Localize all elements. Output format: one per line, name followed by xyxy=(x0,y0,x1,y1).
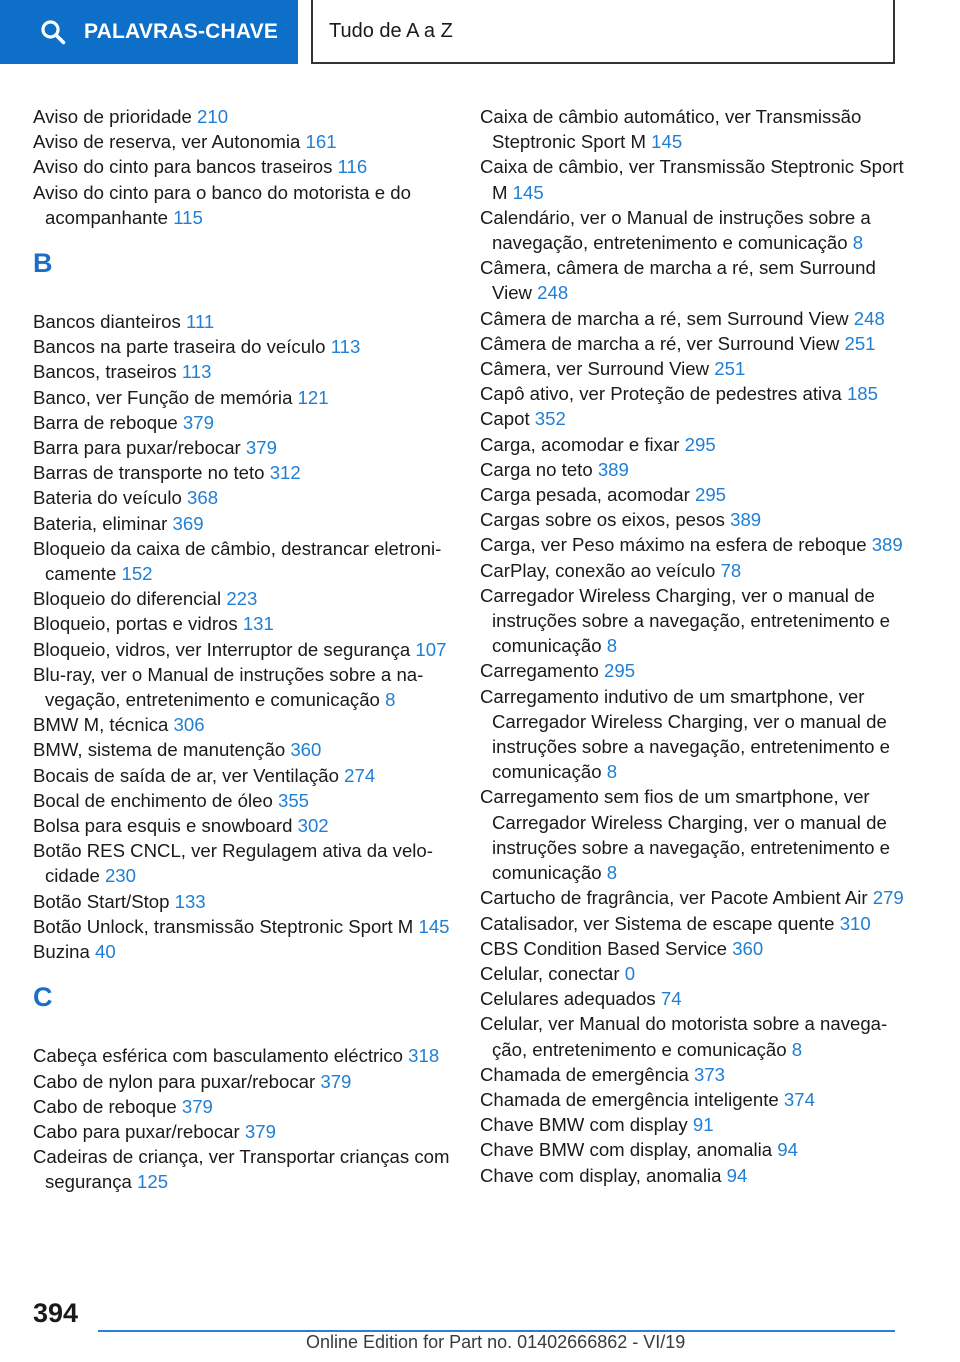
index-column-right xyxy=(480,104,910,1188)
index-entry-text: BMW M, técnica xyxy=(33,714,169,736)
page-reference-link[interactable]: 131 xyxy=(242,613,274,635)
index-entry-text: Bancos, traseiros xyxy=(33,361,177,383)
index-entry xyxy=(33,154,453,179)
index-entry-text: Banco, ver Função de memória xyxy=(33,386,293,408)
page-reference-link[interactable]: 379 xyxy=(181,1095,213,1117)
index-entry-text: Aviso do cinto para bancos traseiros xyxy=(33,156,333,178)
page-reference-link[interactable]: 185 xyxy=(846,383,878,405)
index-entry-text: Carga no teto xyxy=(480,458,593,480)
page-reference-link[interactable]: 274 xyxy=(344,764,376,786)
index-entry xyxy=(33,180,453,230)
page-reference-link[interactable]: 389 xyxy=(871,534,903,556)
index-entry xyxy=(480,684,910,785)
page-reference-link[interactable]: 91 xyxy=(692,1114,714,1136)
index-entry-text: Barra de reboque xyxy=(33,411,178,433)
index-entry-text: Carregamento indutivo de um smartphone, ver Carregador Wireless Charging, ver o manual de instruções sobre a navegação, entretenimento e comunicação xyxy=(480,685,890,783)
top-navigation xyxy=(0,0,960,66)
index-entry xyxy=(480,1137,910,1162)
index-column-left xyxy=(33,104,453,1195)
index-entry-text: Barras de transporte no teto xyxy=(33,462,265,484)
index-entry xyxy=(480,658,910,683)
index-entry-text: Blu-ray, ver o Manual de instruções sobre a navegação, entretenimento e comunicação xyxy=(33,663,424,711)
page-reference-link[interactable]: 115 xyxy=(173,206,203,228)
index-entry-text: Botão Unlock, transmissão Steptronic Sport M xyxy=(33,915,414,937)
index-entry xyxy=(480,784,910,885)
index-entry-text: CBS Condition Based Service xyxy=(480,937,728,959)
index-entry-text: Celular, ver Manual do motorista sobre a navegação, entretenimento e comunicação xyxy=(480,1013,888,1060)
index-entry xyxy=(33,611,453,636)
index-entry xyxy=(33,838,453,888)
page-reference-link[interactable]: 389 xyxy=(730,509,762,531)
index-entry xyxy=(480,532,910,557)
page-reference-link[interactable]: 8 xyxy=(606,761,618,783)
index-entry-text: Cadeiras de criança, ver Transportar crianças com segurança xyxy=(33,1146,450,1193)
page-reference-link[interactable]: 360 xyxy=(732,937,764,959)
page-reference-link[interactable]: 40 xyxy=(95,941,116,963)
page-reference-link[interactable]: 248 xyxy=(853,307,885,329)
page-reference-link[interactable]: 145 xyxy=(418,915,450,937)
index-entry-text: Chamada de emergência xyxy=(480,1063,689,1085)
index-entry xyxy=(480,154,910,204)
page-reference-link[interactable]: 230 xyxy=(104,865,136,887)
page-reference-link[interactable]: 8 xyxy=(606,635,618,657)
page-reference-link[interactable]: 302 xyxy=(297,815,329,837)
index-entry xyxy=(33,1043,453,1068)
page-reference-link[interactable]: 145 xyxy=(512,181,544,203)
page-reference-link[interactable]: 210 xyxy=(197,106,229,127)
page-reference-link[interactable]: 355 xyxy=(278,789,310,811)
index-entry-text: Chamada de emergência inteligente xyxy=(480,1088,779,1110)
index-entry-text: Capô ativo, ver Proteção de pedestres ativa xyxy=(480,383,842,405)
page-reference-link[interactable]: 116 xyxy=(337,156,368,178)
index-entry-text: Bateria, eliminar xyxy=(33,512,168,534)
page-reference-link[interactable]: 133 xyxy=(174,890,206,912)
page-reference-link[interactable]: 94 xyxy=(726,1164,748,1186)
index-entry-text: Cabo de reboque xyxy=(33,1095,177,1117)
index-entry xyxy=(33,129,453,154)
index-entry xyxy=(33,104,453,129)
index-entry xyxy=(33,712,453,737)
index-entry-text: Bolsa para esquis e snowboard xyxy=(33,815,293,837)
index-entry-text: Câmera de marcha a ré, ver Surround View xyxy=(480,332,840,354)
page-reference-link[interactable]: 113 xyxy=(181,361,212,383)
index-entry-text: Carga pesada, acomodar xyxy=(480,484,690,506)
index-entry xyxy=(33,485,453,510)
page-reference-link[interactable]: 248 xyxy=(537,282,569,304)
index-entry-text: Cabo para puxar/rebocar xyxy=(33,1120,240,1142)
page-reference-link[interactable]: 8 xyxy=(791,1038,803,1060)
index-entry-text: Bocais de saída de ar, ver Ventilação xyxy=(33,764,339,786)
index-entry xyxy=(480,1011,910,1061)
index-entry-text: Câmera, ver Surround View xyxy=(480,358,710,380)
index-section-letter: B xyxy=(33,248,53,279)
page-reference-link[interactable]: 312 xyxy=(269,462,301,484)
index-entry xyxy=(33,662,453,712)
page-reference-link[interactable]: 74 xyxy=(660,988,682,1010)
index-entry xyxy=(33,788,453,813)
page-reference-link[interactable]: 352 xyxy=(534,408,566,430)
index-entry xyxy=(480,961,910,986)
index-entry xyxy=(480,356,910,381)
index-section-letter: C xyxy=(33,982,53,1013)
index-entry xyxy=(33,385,453,410)
page-reference-link[interactable]: 111 xyxy=(185,311,215,333)
index-entry-text: Bloqueio do diferencial xyxy=(33,588,222,610)
index-entry xyxy=(33,435,453,460)
page-reference-link[interactable]: 145 xyxy=(651,131,683,153)
index-entry xyxy=(33,511,453,536)
index-entry-text: Chave BMW com display xyxy=(480,1114,688,1136)
page-reference-link[interactable]: 379 xyxy=(320,1070,352,1092)
page-reference-link[interactable]: 152 xyxy=(121,563,153,585)
index-entry-text: Chave com display, anomalia xyxy=(480,1164,722,1186)
page-reference-link[interactable]: 389 xyxy=(597,458,629,480)
index-entry xyxy=(33,359,453,384)
page-reference-link[interactable]: 78 xyxy=(720,559,742,581)
index-entry xyxy=(33,586,453,611)
index-entry-text: Bloqueio, vidros, ver Interruptor de segurança xyxy=(33,638,411,660)
index-entry xyxy=(480,558,910,583)
page-reference-link[interactable]: 94 xyxy=(777,1139,798,1161)
tab-a-to-z-label: Tudo de A a Z xyxy=(329,19,453,42)
index-entry-text: Cabo de nylon para puxar/rebocar xyxy=(33,1070,316,1092)
index-entry xyxy=(33,460,453,485)
index-entry-text: Câmera de marcha a ré, sem Surround View xyxy=(480,307,849,329)
index-entry-text: Bancos dianteiros xyxy=(33,311,181,333)
index-entry xyxy=(480,306,910,331)
index-entry xyxy=(33,1144,453,1194)
index-entry xyxy=(480,457,910,482)
index-entry-text: Caixa de câmbio, ver Transmissão Steptronic Sport M xyxy=(480,156,904,203)
page-reference-link[interactable]: 295 xyxy=(684,433,716,455)
index-entry xyxy=(33,1119,453,1144)
page-reference-link[interactable]: 310 xyxy=(839,912,871,934)
index-entry-text: Aviso de reserva, ver Autonomia xyxy=(33,131,301,153)
tab-a-to-z[interactable] xyxy=(311,0,895,64)
page-reference-link[interactable]: 360 xyxy=(290,739,322,761)
index-entry-text: Bocal de enchimento de óleo xyxy=(33,789,273,811)
index-entry-text: Celulares adequados xyxy=(480,988,656,1010)
page-reference-link[interactable]: 318 xyxy=(408,1045,440,1067)
index-entry-text: Bloqueio da caixa de câmbio, destrancar eletronicamente xyxy=(33,537,442,585)
page-reference-link[interactable]: 223 xyxy=(226,588,258,610)
index-entry-text: Carga, acomodar e fixar xyxy=(480,433,680,455)
index-entry xyxy=(480,1163,910,1188)
index-entry-text: Bloqueio, portas e vidros xyxy=(33,613,238,635)
index-entry-text: Cartucho de fragrância, ver Pacote Ambient Air xyxy=(480,887,868,909)
index-entry xyxy=(33,536,453,586)
index-entry-text: Carregamento sem fios de um smartphone, ver Carregador Wireless Charging, ver o manual de instruções sobre a navegação, entretenimento e comunicação xyxy=(480,786,890,884)
index-entry-text: Bancos na parte traseira do veículo xyxy=(33,336,326,358)
page-reference-link[interactable]: 295 xyxy=(604,660,636,682)
index-entry xyxy=(480,331,910,356)
index-entry-text: Cargas sobre os eixos, pesos xyxy=(480,509,725,531)
keywords-button[interactable] xyxy=(0,0,298,64)
index-entry-text: Carregador Wireless Charging, ver o manual de instruções sobre a navegação, entretenimento e comunicação xyxy=(480,584,890,657)
page-reference-link[interactable]: 379 xyxy=(182,411,214,433)
page-reference-link[interactable]: 374 xyxy=(783,1088,815,1110)
page-reference-link[interactable]: 0 xyxy=(624,962,636,984)
page-reference-link[interactable]: 251 xyxy=(714,358,746,380)
index-entry xyxy=(480,507,910,532)
page-reference-link[interactable]: 125 xyxy=(137,1171,169,1193)
index-entry xyxy=(33,939,453,964)
index-entry-text: Cabeça esférica com basculamento eléctrico xyxy=(33,1045,403,1067)
index-entry xyxy=(33,637,453,662)
page-reference-link[interactable]: 279 xyxy=(872,887,904,909)
page-reference-link[interactable]: 373 xyxy=(693,1063,725,1085)
page-reference-link[interactable]: 368 xyxy=(187,487,219,509)
index-entry xyxy=(33,914,453,939)
index-entry-text: CarPlay, conexão ao veículo xyxy=(480,559,716,581)
index-entry xyxy=(480,1087,910,1112)
index-entry xyxy=(480,381,910,406)
page-reference-link[interactable]: 295 xyxy=(695,484,727,506)
index-entry xyxy=(480,583,910,659)
index-entry xyxy=(480,406,910,431)
index-entry-text: Chave BMW com display, anomalia xyxy=(480,1139,773,1161)
index-entry-text: Aviso de prioridade xyxy=(33,106,192,127)
page-reference-link[interactable]: 369 xyxy=(172,512,204,534)
keywords-button-label: PALAVRAS-CHAVE xyxy=(84,20,279,43)
index-entry xyxy=(480,1062,910,1087)
index-entry-text: Calendário, ver o Manual de instruções sobre a navegação, entretenimento e comunicação xyxy=(480,206,871,254)
page-reference-link[interactable]: 8 xyxy=(852,232,864,254)
search-icon xyxy=(40,19,66,45)
page-reference-link[interactable]: 306 xyxy=(173,714,205,736)
index-entry xyxy=(33,889,453,914)
page-reference-link[interactable]: 379 xyxy=(244,1120,276,1142)
index-entry xyxy=(480,205,910,255)
page-reference-link[interactable]: 107 xyxy=(415,638,447,660)
index-entry-text: Bateria do veículo xyxy=(33,487,182,509)
index-entry xyxy=(33,334,453,359)
index-entry xyxy=(480,885,910,910)
index-entry-text: Celular, conectar xyxy=(480,962,625,984)
index-entry-text: Capot xyxy=(480,408,530,430)
footer-edition-text: Online Edition for Part no. 01402666862 - VI/19 xyxy=(306,1332,686,1352)
page-reference-link[interactable]: 379 xyxy=(245,437,277,459)
index-entry-text: Botão Start/Stop xyxy=(33,890,170,912)
index-entry xyxy=(33,737,453,762)
index-entry-text: Câmera, câmera de marcha a ré, sem Surround View xyxy=(480,257,876,304)
page-reference-link[interactable]: 113 xyxy=(330,336,361,358)
page-number: 394 xyxy=(33,1298,79,1328)
index-entry xyxy=(33,1069,453,1094)
index-entry-text: Carregamento xyxy=(480,660,599,682)
index-entry-text: Caixa de câmbio automático, ver Transmissão Steptronic Sport M xyxy=(480,106,862,153)
index-entry xyxy=(480,936,910,961)
index-entry xyxy=(480,482,910,507)
index-entry xyxy=(33,410,453,435)
index-entry-text: BMW, sistema de manutenção xyxy=(33,739,286,761)
index-entry xyxy=(33,763,453,788)
index-entry-text: Barra para puxar/rebocar xyxy=(33,437,241,459)
page-reference-link[interactable]: 161 xyxy=(305,131,337,153)
page-reference-link[interactable]: 121 xyxy=(297,386,329,408)
page-reference-link[interactable]: 8 xyxy=(606,862,618,884)
page-reference-link[interactable]: 8 xyxy=(385,689,396,711)
index-entry-text: Botão RES CNCL, ver Regulagem ativa da velocidade xyxy=(33,840,433,887)
index-entry xyxy=(480,911,910,936)
index-entry xyxy=(480,104,910,154)
index-entry xyxy=(33,309,453,334)
index-entry xyxy=(33,813,453,838)
index-entry-text: Buzina xyxy=(33,941,90,963)
index-entry xyxy=(480,1112,910,1137)
page-reference-link[interactable]: 251 xyxy=(844,332,876,354)
index-entry xyxy=(480,986,910,1011)
index-entry xyxy=(480,255,910,305)
index-entry-text: Aviso do cinto para o banco do motorista e do acompanhante xyxy=(33,181,411,228)
index-entry-text: Catalisador, ver Sistema de escape quente xyxy=(480,912,835,934)
index-entry-text: Carga, ver Peso máximo na esfera de reboque xyxy=(480,534,867,556)
index-entry xyxy=(33,1094,453,1119)
index-entry xyxy=(480,432,910,457)
